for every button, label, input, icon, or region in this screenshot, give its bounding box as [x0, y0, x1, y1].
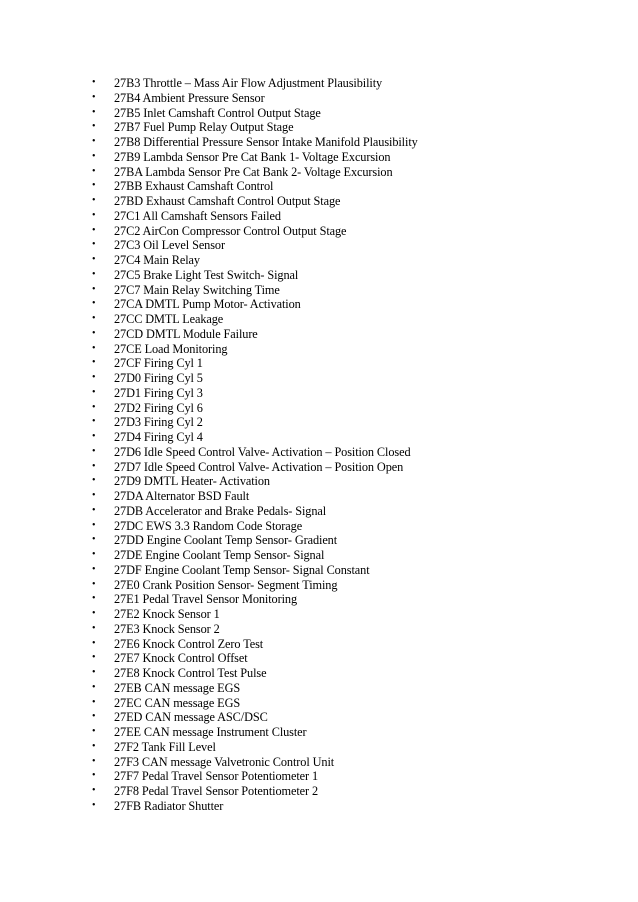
bullet-icon: •	[92, 445, 96, 457]
list-item-text: 27E1 Pedal Travel Sensor Monitoring	[114, 592, 298, 607]
list-item	[92, 268, 592, 283]
list-item-text: 27D3 Firing Cyl 2	[114, 415, 203, 430]
list-item-text: 27BB Exhaust Camshaft Control	[114, 179, 274, 194]
list-item	[92, 312, 592, 327]
list-item	[92, 253, 592, 268]
fault-code-list	[92, 76, 592, 814]
list-item-text: 27F8 Pedal Travel Sensor Potentiometer 2	[114, 784, 319, 798]
list-item	[92, 460, 592, 475]
bullet-icon: •	[92, 298, 96, 310]
bullet-icon: •	[92, 401, 96, 413]
bullet-icon: •	[92, 386, 96, 398]
bullet-icon: •	[92, 799, 96, 811]
bullet-icon: •	[92, 475, 96, 487]
bullet-icon: •	[92, 608, 96, 619]
list-item	[92, 548, 592, 563]
list-item	[92, 696, 592, 711]
list-item-text: 27CC DMTL Leakage	[114, 312, 224, 326]
bullet-icon: •	[92, 136, 96, 147]
bullet-icon: •	[92, 490, 96, 501]
bullet-icon: •	[92, 770, 96, 782]
list-item-text: 27B5 Inlet Camshaft Control Output Stage	[114, 105, 321, 120]
list-item-text: 27EE CAN message Instrument Cluster	[114, 725, 307, 739]
list-item	[92, 430, 592, 445]
list-item	[92, 135, 592, 150]
list-item	[92, 356, 592, 371]
list-item-text: 27FB Radiator Shutter	[114, 798, 224, 813]
list-item-text: 27E3 Knock Sensor 2	[114, 621, 220, 636]
bullet-icon: •	[92, 209, 96, 221]
list-item	[92, 533, 592, 548]
list-item	[92, 415, 592, 430]
list-item-text: 27B9 Lambda Sensor Pre Cat Bank 1- Voltage Excursion	[114, 149, 391, 164]
bullet-icon: •	[92, 622, 96, 634]
bullet-icon: •	[92, 578, 96, 590]
list-item	[92, 165, 592, 180]
list-item	[92, 592, 592, 607]
list-item	[92, 651, 592, 666]
list-item	[92, 519, 592, 534]
bullet-icon: •	[92, 77, 96, 88]
bullet-icon: •	[92, 593, 96, 605]
bullet-icon: •	[92, 416, 96, 428]
bullet-icon: •	[92, 239, 96, 251]
bullet-icon: •	[92, 106, 96, 118]
list-item-text: 27C7 Main Relay Switching Time	[114, 282, 280, 297]
list-item-text: 27F2 Tank Fill Level	[114, 739, 216, 754]
list-item-text: 27DC EWS 3.3 Random Code Storage	[114, 518, 303, 533]
bullet-icon: •	[92, 667, 96, 678]
list-item-text: 27CE Load Monitoring	[114, 341, 228, 356]
list-item-text: 27D1 Firing Cyl 3	[114, 385, 203, 400]
list-item-text: 27ED CAN message ASC/DSC	[114, 710, 268, 725]
bullet-icon: •	[92, 519, 96, 531]
list-item-text: 27DB Accelerator and Brake Pedals- Signal	[114, 503, 327, 518]
list-item	[92, 327, 592, 342]
list-item	[92, 91, 592, 106]
list-item-text: 27CA DMTL Pump Motor- Activation	[114, 297, 301, 312]
list-item	[92, 725, 592, 740]
bullet-icon: •	[92, 755, 96, 767]
list-item	[92, 799, 592, 814]
list-item-text: 27F3 CAN message Valvetronic Control Unit	[114, 754, 335, 769]
list-item	[92, 607, 592, 622]
list-item-text: 27BD Exhaust Camshaft Control Output Stage	[114, 194, 341, 208]
list-item	[92, 238, 592, 253]
list-item-text: 27CF Firing Cyl 1	[114, 356, 203, 371]
list-item-text: 27BA Lambda Sensor Pre Cat Bank 2- Voltage Excursion	[114, 164, 393, 179]
list-item-text: 27DD Engine Coolant Temp Sensor- Gradient	[114, 533, 338, 548]
list-item	[92, 401, 592, 416]
list-item-text: 27D9 DMTL Heater- Activation	[114, 474, 270, 489]
bullet-icon: •	[92, 563, 96, 575]
list-item-text: 27C3 Oil Level Sensor	[114, 238, 225, 253]
list-item	[92, 386, 592, 401]
list-item-text: 27E6 Knock Control Zero Test	[114, 636, 264, 651]
list-item	[92, 445, 592, 460]
list-item-text: 27C1 All Camshaft Sensors Failed	[114, 208, 281, 223]
bullet-icon: •	[92, 460, 96, 472]
bullet-icon: •	[92, 91, 96, 103]
list-item-text: 27B8 Differential Pressure Sensor Intake Manifold Plausibility	[114, 135, 418, 149]
bullet-icon: •	[92, 711, 96, 723]
list-item	[92, 342, 592, 357]
list-item	[92, 371, 592, 386]
bullet-icon: •	[92, 504, 96, 516]
bullet-icon: •	[92, 549, 96, 560]
bullet-icon: •	[92, 342, 96, 354]
bullet-icon: •	[92, 327, 96, 339]
list-item-text: 27C5 Brake Light Test Switch- Signal	[114, 267, 299, 282]
list-item	[92, 297, 592, 312]
bullet-icon: •	[92, 681, 96, 693]
bullet-icon: •	[92, 357, 96, 369]
list-item-text: 27E7 Knock Control Offset	[114, 651, 248, 666]
list-item	[92, 622, 592, 637]
list-item	[92, 740, 592, 755]
list-item-text: 27D6 Idle Speed Control Valve- Activation – Position Closed	[114, 444, 411, 459]
list-item	[92, 106, 592, 121]
list-item	[92, 755, 592, 770]
list-item	[92, 784, 592, 799]
bullet-icon: •	[92, 121, 96, 133]
list-item	[92, 489, 592, 504]
bullet-icon: •	[92, 534, 96, 546]
bullet-icon: •	[92, 283, 96, 295]
list-item	[92, 474, 592, 489]
list-item-text: 27B7 Fuel Pump Relay Output Stage	[114, 120, 294, 135]
list-item-text: 27DA Alternator BSD Fault	[114, 489, 250, 503]
bullet-icon: •	[92, 180, 96, 192]
bullet-icon: •	[92, 224, 96, 236]
list-item	[92, 209, 592, 224]
list-item	[92, 224, 592, 239]
bullet-icon: •	[92, 268, 96, 280]
bullet-icon: •	[92, 652, 96, 664]
list-item	[92, 120, 592, 135]
list-item-text: 27D2 Firing Cyl 6	[114, 400, 203, 415]
list-item	[92, 710, 592, 725]
list-item	[92, 637, 592, 652]
list-item-text: 27D7 Idle Speed Control Valve- Activation – Position Open	[114, 459, 404, 474]
bullet-icon: •	[92, 726, 96, 737]
list-item-text: 27C2 AirCon Compressor Control Output Stage	[114, 223, 347, 238]
list-item	[92, 76, 592, 91]
list-item	[92, 578, 592, 593]
list-item-text: 27E2 Knock Sensor 1	[114, 607, 220, 621]
bullet-icon: •	[92, 696, 96, 708]
list-item	[92, 504, 592, 519]
bullet-icon: •	[92, 165, 96, 177]
list-item-text: 27B4 Ambient Pressure Sensor	[114, 90, 265, 105]
bullet-icon: •	[92, 195, 96, 206]
list-item	[92, 666, 592, 681]
list-item-text: 27D0 Firing Cyl 5	[114, 371, 203, 385]
list-item	[92, 283, 592, 298]
list-item-text: 27C4 Main Relay	[114, 253, 200, 267]
list-item-text: 27E0 Crank Position Sensor- Segment Timing	[114, 577, 338, 592]
list-item	[92, 194, 592, 209]
bullet-icon: •	[92, 740, 96, 752]
list-item-text: 27B3 Throttle – Mass Air Flow Adjustment Plausibility	[114, 76, 383, 90]
list-item	[92, 179, 592, 194]
list-item-text: 27EB CAN message EGS	[114, 680, 241, 695]
list-item-text: 27F7 Pedal Travel Sensor Potentiometer 1	[114, 769, 319, 784]
list-item	[92, 150, 592, 165]
list-item-text: 27D4 Firing Cyl 4	[114, 430, 203, 444]
list-item-text: 27E8 Knock Control Test Pulse	[114, 666, 267, 680]
bullet-icon: •	[92, 431, 96, 442]
bullet-icon: •	[92, 254, 96, 265]
bullet-icon: •	[92, 150, 96, 162]
bullet-icon: •	[92, 313, 96, 324]
bullet-icon: •	[92, 372, 96, 383]
bullet-icon: •	[92, 785, 96, 796]
list-item	[92, 681, 592, 696]
list-item	[92, 563, 592, 578]
list-item-text: 27DF Engine Coolant Temp Sensor- Signal Constant	[114, 562, 370, 577]
list-item-text: 27EC CAN message EGS	[114, 695, 241, 710]
list-item-text: 27CD DMTL Module Failure	[114, 326, 258, 341]
list-item	[92, 769, 592, 784]
list-item-text: 27DE Engine Coolant Temp Sensor- Signal	[114, 548, 325, 562]
bullet-icon: •	[92, 637, 96, 649]
